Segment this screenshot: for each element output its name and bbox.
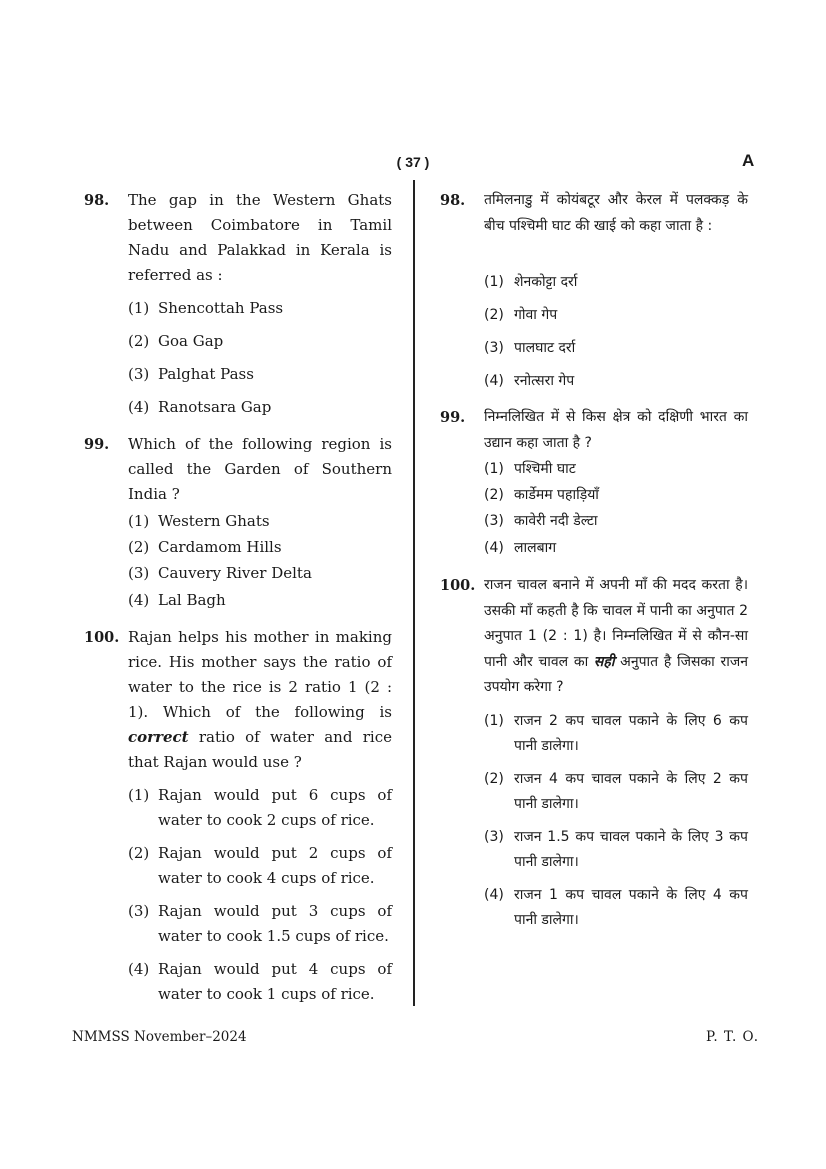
option-3: (3) कावेरी नदी डेल्टा xyxy=(484,513,598,529)
option-2: (2) Rajan would put 2 cups of water to cook 4 cups of rice. xyxy=(128,844,392,887)
hindi-column xyxy=(440,188,748,933)
question-number: 99. xyxy=(440,409,466,426)
question-number: 98. xyxy=(84,192,110,209)
option-1: (1) राजन 2 कप चावल पकाने के लिए 6 कप पानी डालेगा। xyxy=(484,712,748,754)
question-number: 100. xyxy=(84,629,120,646)
option-1: (1) Rajan would put 6 cups of water to cook 2 cups of rice. xyxy=(128,786,392,829)
option-4: (4) Ranotsara Gap xyxy=(128,398,272,416)
option-2: (2) गोवा गेप xyxy=(484,307,558,323)
option-2: (2) कार्डेमम पहाड़ियाँ xyxy=(484,487,599,503)
option-1: (1) Western Ghats xyxy=(128,512,270,530)
page-number: ( 37 ) xyxy=(396,154,430,170)
column-divider xyxy=(413,180,415,1006)
option-3: (3) पालघाट दर्रा xyxy=(484,340,576,356)
pto-footer: P. T. O. xyxy=(706,1029,760,1045)
question-100-en xyxy=(84,625,392,1007)
option-4: (4) राजन 1 कप चावल पकाने के लिए 4 कप पानी डालेगा। xyxy=(484,886,748,928)
option-4: (4) लालबाग xyxy=(484,540,557,556)
option-2: (2) Goa Gap xyxy=(128,332,224,350)
question-text: तमिलनाडु में कोयंबटूर और केरल में पलक्कड़ के बीच पश्चिमी घाट की खाई को कहा जाता है : xyxy=(484,192,748,234)
option-1: (1) पश्चिमी घाट xyxy=(484,461,576,477)
question-text: निम्नलिखित में से किस क्षेत्र को दक्षिणी भारत का उद्यान कहा जाता है ? xyxy=(484,409,748,451)
option-4: (4) Rajan would put 4 cups of water to cook 1 cups of rice. xyxy=(128,960,392,1003)
question-98-en xyxy=(84,188,392,420)
question-number: 99. xyxy=(84,436,110,453)
emphasis-word: correct xyxy=(128,728,189,746)
option-3: (3) Rajan would put 3 cups of water to cook 1.5 cups of rice. xyxy=(128,902,392,945)
question-text: The gap in the Western Ghats between Coimbatore in Tamil Nadu and Palakkad in Kerala is referred as : xyxy=(128,191,392,284)
option-4: (4) Lal Bagh xyxy=(128,591,226,609)
english-column xyxy=(84,188,392,1007)
question-100-hi xyxy=(440,573,748,933)
option-1: (1) Shencottah Pass xyxy=(128,299,284,317)
exam-name-footer: NMMSS November–2024 xyxy=(72,1029,247,1045)
option-2: (2) राजन 4 कप चावल पकाने के लिए 2 कप पानी डालेगा। xyxy=(484,770,748,812)
emphasis-word: सही xyxy=(593,653,615,670)
option-3: (3) राजन 1.5 कप चावल पकाने के लिए 3 कप पानी डालेगा। xyxy=(484,828,748,870)
option-1: (1) शेनकोट्टा दर्रा xyxy=(484,274,578,290)
question-98-hi xyxy=(440,188,748,394)
option-3: (3) Palghat Pass xyxy=(128,365,254,383)
question-number: 98. xyxy=(440,192,466,209)
question-text: राजन चावल बनाने में अपनी माँ की मदद करता है। उसकी माँ कहती है कि चावल में पानी का अनुपात 2 अनुपात 1 (2 : 1) है। निम्नलिखित में से कौन-सा पानी और चावल का सही अनुपात है जिसका राजन उपयोग करेगा ? xyxy=(484,577,749,695)
question-text: Rajan helps his mother in making rice. His mother says the ratio of water to the rice is 2 ratio 1 (2 : 1). Which of the following is correct ratio of water and rice that Rajan would use ? xyxy=(128,628,392,771)
question-99-en xyxy=(84,432,392,613)
question-text: Which of the following region is called the Garden of Southern India ? xyxy=(128,435,392,503)
option-4: (4) रनोत्सरा गेप xyxy=(484,373,575,389)
question-99-hi xyxy=(440,405,748,561)
option-3: (3) Cauvery River Delta xyxy=(128,564,312,582)
question-number: 100. xyxy=(440,577,476,594)
option-2: (2) Cardamom Hills xyxy=(128,538,282,556)
question-series: A xyxy=(742,151,755,170)
